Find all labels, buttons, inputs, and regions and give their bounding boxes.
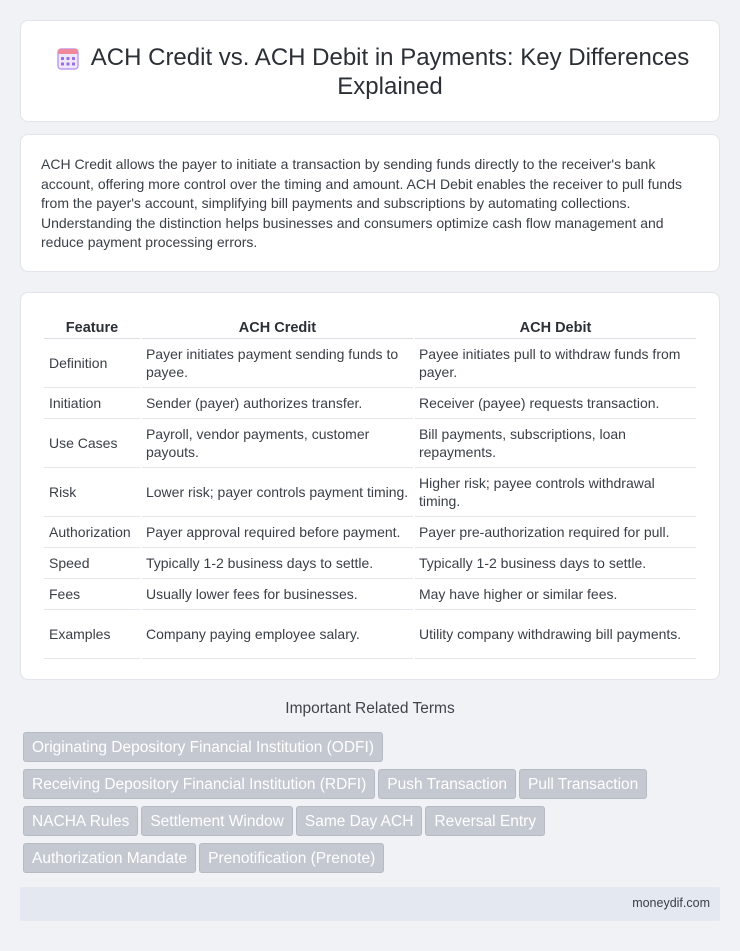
feature-cell: Use Cases: [44, 419, 140, 468]
tag-pull-transaction[interactable]: Pull Transaction: [519, 769, 647, 799]
debit-cell: Receiver (payee) requests transaction.: [415, 388, 696, 419]
tag-settlement-window[interactable]: Settlement Window: [141, 806, 293, 836]
debit-cell: Utility company withdrawing bill payments.: [415, 610, 696, 659]
credit-cell: Company paying employee salary.: [142, 610, 413, 659]
table-header-row: [44, 317, 696, 339]
table-row: [44, 419, 696, 468]
table-row: [44, 468, 696, 517]
tag-same-day-ach[interactable]: Same Day ACH: [296, 806, 423, 836]
related-terms-heading: Important Related Terms: [285, 700, 455, 717]
page-title: ACH Credit vs. ACH Debit in Payments: Key Differences Explained: [90, 44, 690, 100]
debit-cell: Bill payments, subscriptions, loan repayments.: [415, 419, 696, 468]
intro-card: [20, 134, 720, 272]
credit-cell: Sender (payer) authorizes transfer.: [142, 388, 413, 419]
credit-cell: Usually lower fees for businesses.: [142, 579, 413, 610]
debit-cell: Payee initiates pull to withdraw funds from payer.: [415, 339, 696, 388]
credit-cell: Typically 1-2 business days to settle.: [142, 548, 413, 579]
feature-cell: Speed: [44, 548, 140, 579]
credit-cell: Payroll, vendor payments, customer payouts.: [142, 419, 413, 468]
table-row: [44, 388, 696, 419]
feature-cell: Initiation: [44, 388, 140, 419]
tag-authorization-mandate[interactable]: Authorization Mandate: [23, 843, 196, 873]
tag-nacha-rules[interactable]: NACHA Rules: [23, 806, 138, 836]
tag-reversal-entry[interactable]: Reversal Entry: [425, 806, 545, 836]
comparison-card: [20, 292, 720, 680]
header-ach-debit: ACH Debit: [415, 317, 696, 339]
table-row: [44, 610, 696, 659]
debit-cell: Higher risk; payee controls withdrawal timing.: [415, 468, 696, 517]
feature-cell: Examples: [44, 610, 140, 659]
title-card: [20, 20, 720, 122]
credit-cell: Payer initiates payment sending funds to payee.: [142, 339, 413, 388]
tag-push-transaction[interactable]: Push Transaction: [378, 769, 516, 799]
related-terms-list: [23, 732, 703, 880]
debit-cell: May have higher or similar fees.: [415, 579, 696, 610]
table-row: [44, 548, 696, 579]
header-feature: Feature: [44, 317, 140, 339]
table-row: [44, 339, 696, 388]
tag-rdfi[interactable]: Receiving Depository Financial Institution (RDFI): [23, 769, 375, 799]
table-row: [44, 579, 696, 610]
credit-cell: Lower risk; payer controls payment timing.: [142, 468, 413, 517]
footer-bar: [20, 887, 720, 921]
feature-cell: Fees: [44, 579, 140, 610]
intro-paragraph: ACH Credit allows the payer to initiate a transaction by sending funds directly to the receiver's bank account, offering more control over the timing and amount. ACH Debit enables the receiver to pull funds from the payer's account, simplifying bill payments and subscriptions by automating collections. Understanding the distinction helps businesses and consumers optimize cash flow management and reduce payment processing errors.: [41, 156, 682, 251]
header-ach-credit: ACH Credit: [142, 317, 413, 339]
tag-prenotification[interactable]: Prenotification (Prenote): [199, 843, 384, 873]
feature-cell: Authorization: [44, 517, 140, 548]
credit-cell: Payer approval required before payment.: [142, 517, 413, 548]
debit-cell: Payer pre-authorization required for pull.: [415, 517, 696, 548]
tag-odfi[interactable]: Originating Depository Financial Institution (ODFI): [23, 732, 383, 762]
comparison-table: [42, 317, 698, 659]
feature-cell: Risk: [44, 468, 140, 517]
feature-cell: Definition: [44, 339, 140, 388]
debit-cell: Typically 1-2 business days to settle.: [415, 548, 696, 579]
footer-site[interactable]: moneydif.com: [632, 896, 710, 910]
table-row: [44, 517, 696, 548]
